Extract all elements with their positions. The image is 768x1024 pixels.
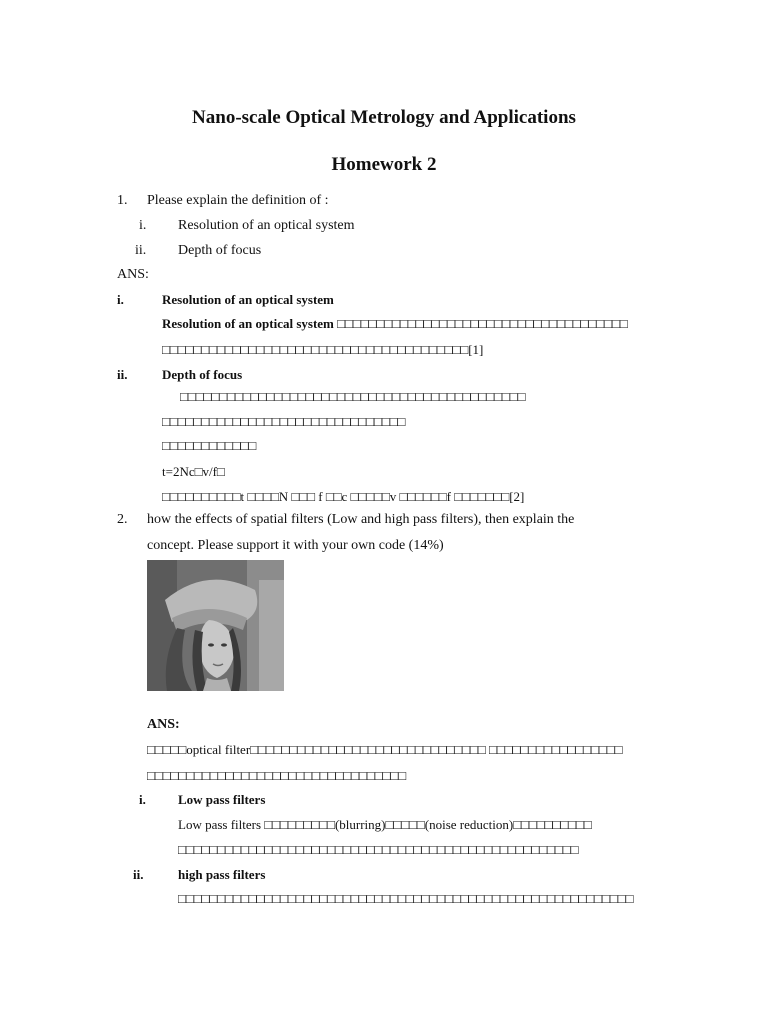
document-subtitle: Homework 2: [331, 154, 437, 175]
question-2-line-2: concept. Please support it with your own code (14%): [147, 538, 444, 553]
answer-1-i-line-2: □□□□□□□□□□□□□□□□□□□□□□□□□□□□□□□□□□□□□□□[1]: [162, 342, 484, 357]
answer-1-label: ANS:: [117, 267, 149, 282]
question-1-prompt: Please explain the definition of :: [147, 193, 329, 208]
question-2-line-1: how the effects of spatial filters (Low and high pass filters), then explain the: [147, 512, 575, 527]
portrait-drawing: [147, 560, 284, 691]
answer-1-ii-line-1: □□□□□□□□□□□□□□□□□□□□□□□□□□□□□□□□□□□□□□□□□□□□: [180, 389, 526, 404]
answer-1-ii-formula: t=2Nc□v/f□: [162, 464, 225, 479]
answer-2-ii-heading: high pass filters: [178, 867, 266, 882]
answer-2-i-line-1: Low pass filters □□□□□□□□□(blurring)□□□□□(noise reduction)□□□□□□□□□□: [178, 817, 592, 832]
answer-1-i-line-1-text: □□□□□□□□□□□□□□□□□□□□□□□□□□□□□□□□□□□□□: [337, 316, 628, 331]
question-1-item-1-numeral: i.: [139, 218, 147, 233]
answer-1-ii-line-2: □□□□□□□□□□□□□□□□□□□□□□□□□□□□□□□: [162, 414, 406, 429]
answer-1-ii-line-3: □□□□□□□□□□□□: [162, 438, 257, 453]
answer-2-i-line-2: □□□□□□□□□□□□□□□□□□□□□□□□□□□□□□□□□□□□□□□□□□□□□□□□□□□: [178, 842, 579, 857]
answer-1-i-lead: Resolution of an optical system: [162, 316, 334, 331]
answer-1-ii-numeral: ii.: [117, 367, 128, 382]
answer-1-i-numeral: i.: [117, 292, 124, 307]
document-title: Nano-scale Optical Metrology and Applications: [192, 107, 576, 128]
answer-1-i-heading: Resolution of an optical system: [162, 292, 334, 307]
answer-2-ii-numeral: ii.: [133, 867, 144, 882]
answer-2-line-1: □□□□□optical filter□□□□□□□□□□□□□□□□□□□□□□□□□□□□□□ □□□□□□□□□□□□□□□□□: [147, 742, 623, 757]
answer-2-i-heading: Low pass filters: [178, 792, 266, 807]
answer-2-label: ANS:: [147, 717, 180, 732]
question-1-item-2-text: Depth of focus: [178, 243, 262, 258]
answer-2-line-2: □□□□□□□□□□□□□□□□□□□□□□□□□□□□□□□□□: [147, 768, 407, 783]
answer-2-i-numeral: i.: [139, 792, 146, 807]
grayscale-portrait-image: [147, 560, 284, 691]
question-1-item-1-text: Resolution of an optical system: [178, 218, 355, 233]
question-1-item-2-numeral: ii.: [135, 243, 147, 258]
question-1-number: 1.: [117, 193, 128, 208]
answer-1-ii-line-5: □□□□□□□□□□t □□□□N □□□ f □□c □□□□□v □□□□□□f □□□□□□□[2]: [162, 489, 525, 504]
answer-1-i-line-1: [162, 315, 628, 333]
answer-1-ii-heading: Depth of focus: [162, 367, 243, 382]
question-2-number: 2.: [117, 512, 128, 527]
answer-2-ii-line-1: □□□□□□□□□□□□□□□□□□□□□□□□□□□□□□□□□□□□□□□□□□□□□□□□□□□□□□□□□□: [178, 891, 634, 906]
